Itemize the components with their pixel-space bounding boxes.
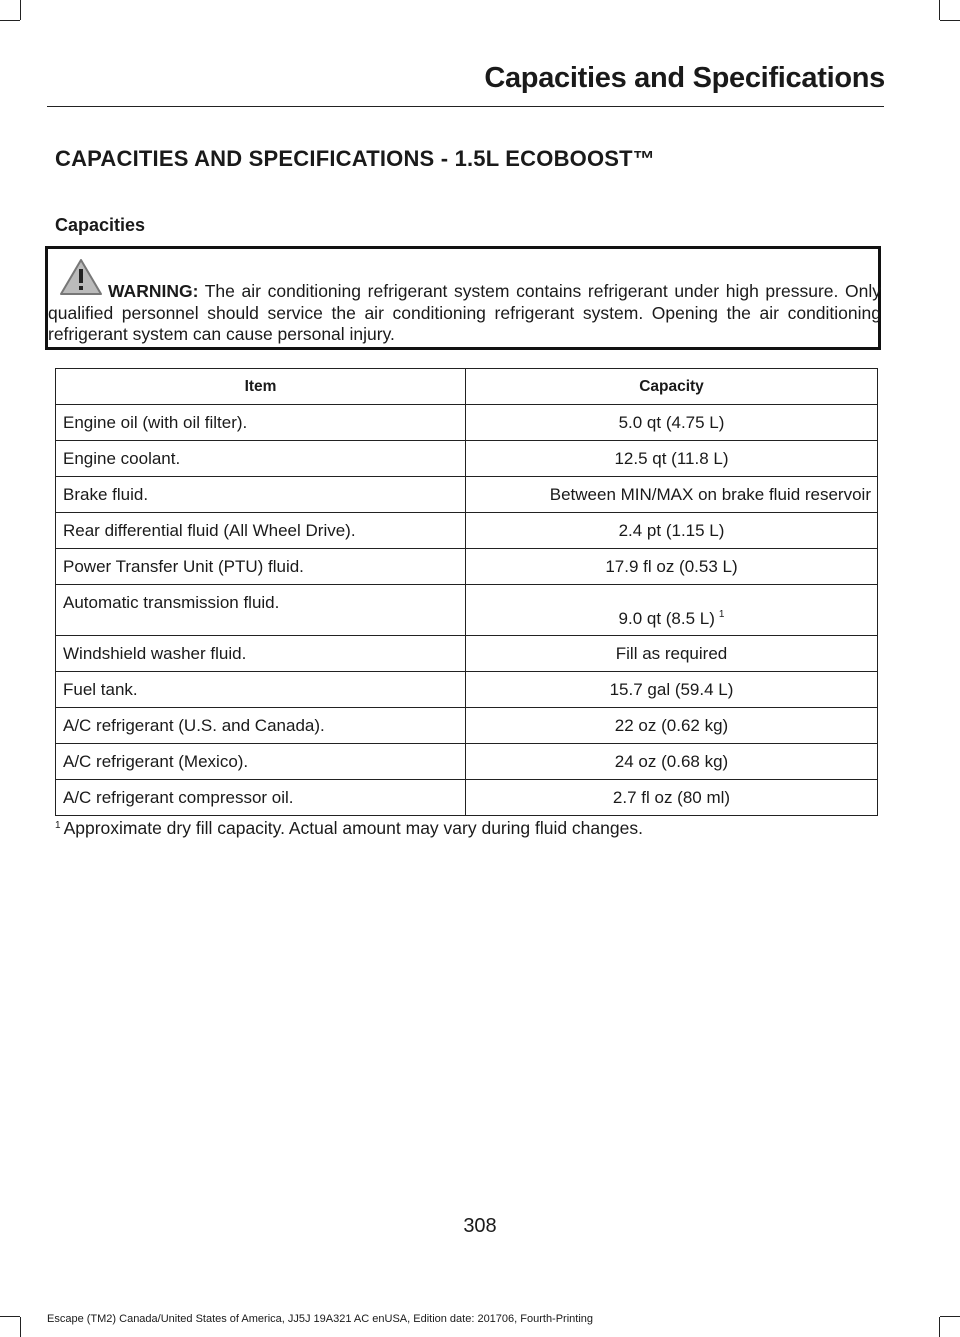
row-item: A/C refrigerant (Mexico).	[56, 744, 466, 780]
header-rule	[47, 106, 884, 107]
table-row	[56, 405, 878, 441]
table-row	[56, 477, 878, 513]
crop-mark	[939, 1317, 940, 1337]
footnote	[55, 818, 643, 839]
row-capacity-cell	[466, 585, 878, 636]
footnote-text: Approximate dry fill capacity. Actual amount may vary during fluid changes.	[63, 818, 643, 838]
row-item: A/C refrigerant (U.S. and Canada).	[56, 708, 466, 744]
table-row	[56, 441, 878, 477]
table-row	[56, 636, 878, 672]
row-capacity: 17.9 fl oz (0.53 L)	[466, 549, 878, 585]
table-row	[56, 585, 878, 636]
table-row	[56, 513, 878, 549]
row-capacity: 24 oz (0.68 kg)	[466, 744, 878, 780]
crop-mark	[20, 1317, 21, 1337]
capacities-table	[55, 368, 878, 816]
row-capacity: 15.7 gal (59.4 L)	[466, 672, 878, 708]
table-row	[56, 780, 878, 816]
warning-message: The air conditioning refrigerant system contains refrigerant under high pressure. Only qualified personnel should service the air conditioning refrigerant system. Opening the air conditioning refrigerant system can cause personal injury.	[48, 281, 881, 344]
page-number: 308	[463, 1215, 497, 1237]
warning-label: WARNING:	[108, 281, 199, 301]
row-capacity: 5.0 qt (4.75 L)	[466, 405, 878, 441]
table-row	[56, 672, 878, 708]
row-item: Brake fluid.	[56, 477, 466, 513]
crop-mark	[940, 1316, 960, 1317]
crop-mark	[20, 0, 21, 20]
table-header-row	[56, 369, 878, 405]
edition-line: Escape (TM2) Canada/United States of America, JJ5J 19A321 AC enUSA, Edition date: 201706, Fourth-Printing	[47, 1313, 594, 1325]
row-item: Rear differential fluid (All Wheel Drive).	[56, 513, 466, 549]
footnote-marker: 1	[55, 820, 61, 831]
crop-mark	[0, 1316, 20, 1317]
row-item: Engine coolant.	[56, 441, 466, 477]
section-title: CAPACITIES AND SPECIFICATIONS - 1.5L ECOBOOST™	[55, 146, 655, 171]
footnote-ref: 1	[718, 609, 725, 620]
header-capacity: Capacity	[466, 369, 878, 405]
sub-title: Capacities	[55, 215, 146, 235]
row-capacity: 9.0 qt (8.5 L)	[618, 609, 715, 628]
row-capacity: 2.7 fl oz (80 ml)	[466, 780, 878, 816]
warning-box	[45, 246, 881, 350]
header-item: Item	[56, 369, 466, 405]
row-item: Engine oil (with oil filter).	[56, 405, 466, 441]
crop-mark	[940, 20, 960, 21]
row-capacity: 2.4 pt (1.15 L)	[466, 513, 878, 549]
row-item: Automatic transmission fluid.	[56, 585, 466, 636]
table-row	[56, 708, 878, 744]
crop-mark	[0, 20, 20, 21]
row-item: Power Transfer Unit (PTU) fluid.	[56, 549, 466, 585]
crop-mark	[939, 0, 940, 20]
row-capacity: Between MIN/MAX on brake fluid reservoir	[466, 477, 878, 513]
row-capacity: Fill as required	[466, 636, 878, 672]
table-row	[56, 549, 878, 585]
row-item: A/C refrigerant compressor oil.	[56, 780, 466, 816]
row-item: Fuel tank.	[56, 672, 466, 708]
page-header: Capacities and Specifications	[484, 62, 885, 94]
warning-text-block	[48, 281, 881, 346]
table-row	[56, 744, 878, 780]
row-item: Windshield washer fluid.	[56, 636, 466, 672]
row-capacity: 12.5 qt (11.8 L)	[466, 441, 878, 477]
row-capacity: 22 oz (0.62 kg)	[466, 708, 878, 744]
